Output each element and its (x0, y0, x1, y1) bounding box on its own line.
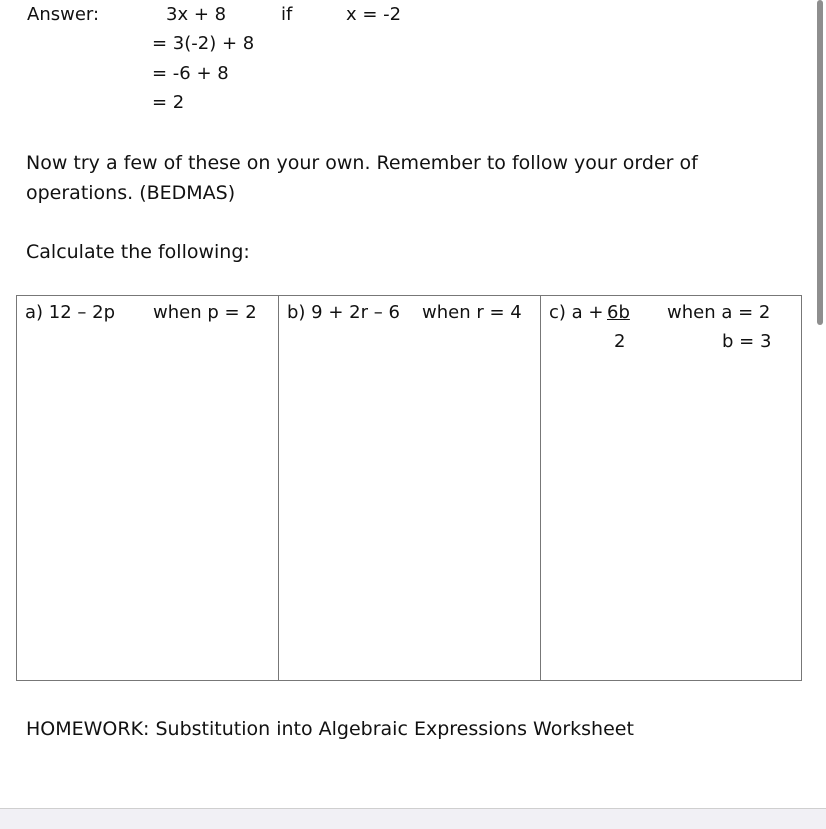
problem-c-condition-a: when a = 2 (667, 302, 771, 323)
problem-b-cell[interactable] (279, 296, 541, 680)
example-step: = 2 (152, 92, 185, 113)
problem-b-expression: b) 9 + 2r – 6 (287, 302, 400, 323)
calculate-heading: Calculate the following: (26, 241, 250, 263)
problem-c-cell[interactable] (541, 296, 801, 680)
homework-note: HOMEWORK: Substitution into Algebraic Expressions Worksheet (26, 718, 634, 740)
instruction-line: Now try a few of these on your own. Remember to follow your order of (26, 152, 698, 174)
instruction-line: operations. (BEDMAS) (26, 182, 236, 204)
problem-a-expression: a) 12 – 2p (25, 302, 115, 323)
problem-b-condition: when r = 4 (422, 302, 522, 323)
example-condition: x = -2 (346, 4, 402, 25)
problem-c-numerator: 6b (607, 302, 630, 323)
problem-a-condition: when p = 2 (153, 302, 257, 323)
bottom-bar (0, 808, 826, 829)
example-expression: 3x + 8 (166, 4, 227, 25)
problems-table (16, 295, 802, 681)
problem-c-denominator: 2 (614, 331, 626, 352)
example-step: = 3(-2) + 8 (152, 33, 255, 54)
example-step: = -6 + 8 (152, 63, 229, 84)
if-word: if (281, 4, 293, 25)
scrollbar[interactable] (817, 0, 823, 325)
problem-c-prefix: c) a + (549, 302, 604, 323)
answer-label: Answer: (27, 4, 100, 25)
problem-a-cell[interactable] (17, 296, 279, 680)
problem-c-condition-b: b = 3 (722, 331, 772, 352)
